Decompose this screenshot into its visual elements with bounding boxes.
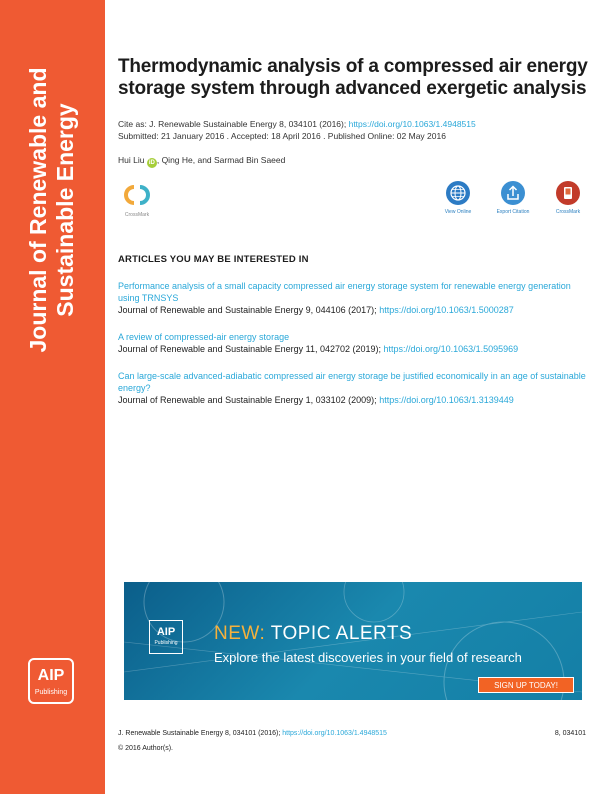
export-citation-button[interactable] <box>493 180 533 215</box>
journal-sidebar <box>0 0 105 794</box>
crossmark-button[interactable] <box>548 180 588 215</box>
related-article-title[interactable]: Can large-scale advanced-adiabatic compressed air energy storage be justified economically in an age of sustainable energy? <box>118 371 586 393</box>
export-citation-label: Export Citation <box>496 209 530 215</box>
footer-doi-link[interactable]: https://doi.org/10.1063/1.4948515 <box>282 730 387 737</box>
citation-info <box>118 118 588 142</box>
authors-line <box>118 154 588 168</box>
view-online-label: View Online <box>444 209 472 215</box>
article-title: Thermodynamic analysis of a compressed air energy storage system through advanced exergetic analysis <box>118 56 588 99</box>
related-article-doi[interactable]: https://doi.org/10.1063/1.3139449 <box>379 395 514 405</box>
journal-title: Journal of Renewable and Sustainable Energy <box>25 67 78 353</box>
crossmark-logo-icon <box>123 184 151 206</box>
related-articles-heading: ARTICLES YOU MAY BE INTERESTED IN <box>118 254 309 265</box>
banner-aip-logo <box>149 620 183 654</box>
aip-logo-subtext: Publishing <box>34 689 68 696</box>
co-authors[interactable]: , Qing He, and Sarmad Bin Saeed <box>156 155 286 165</box>
related-article-citation: Journal of Renewable and Sustainable Energy 9, 044106 (2017); <box>118 305 380 315</box>
sign-up-button[interactable]: SIGN UP TODAY! <box>478 677 574 693</box>
banner-new-label: NEW: <box>214 623 266 644</box>
aip-logo-text: AIP <box>37 667 65 684</box>
aip-publishing-logo[interactable] <box>28 658 74 704</box>
copyright-notice: © 2016 Author(s). <box>118 745 173 752</box>
publication-dates: Submitted: 21 January 2016 . Accepted: 18 April 2016 . Published Online: 02 May 2016 <box>118 131 446 141</box>
related-article-doi[interactable]: https://doi.org/10.1063/1.5000287 <box>379 305 514 315</box>
article-toolbar <box>118 180 588 236</box>
related-article-citation: Journal of Renewable and Sustainable Energy 11, 042702 (2019); <box>118 344 384 354</box>
related-article <box>118 331 588 355</box>
view-online-button[interactable] <box>438 180 478 215</box>
footer-page-number: 8, 034101 <box>554 730 586 737</box>
crossmark-badge[interactable] <box>120 184 154 218</box>
related-article <box>118 280 588 316</box>
cite-as-text: Cite as: J. Renewable Sustainable Energy 8, 034101 (2016); <box>118 119 349 129</box>
banner-headline <box>214 623 412 645</box>
banner-headline-text: TOPIC ALERTS <box>265 623 413 644</box>
related-article-doi[interactable]: https://doi.org/10.1063/1.5095969 <box>383 344 519 354</box>
orcid-icon[interactable]: iD <box>148 160 155 166</box>
topic-alerts-banner[interactable] <box>124 582 582 700</box>
banner-subline: Explore the latest discoveries in your field of research <box>214 650 522 665</box>
related-article-citation: Journal of Renewable and Sustainable Energy 1, 033102 (2009); <box>118 395 380 405</box>
related-article <box>118 370 588 406</box>
crossmark-button-label: CrossMark <box>555 209 581 215</box>
export-icon <box>500 180 526 206</box>
footer-citation-text: J. Renewable Sustainable Energy 8, 034101 (2016); <box>118 730 283 737</box>
related-article-title[interactable]: Performance analysis of a small capacity compressed air energy storage system for renewable energy generation using TRNSYS <box>118 281 571 303</box>
crossmark-icon <box>555 180 581 206</box>
banner-logo-subtext: Publishing <box>154 640 178 646</box>
crossmark-label: CrossMark <box>124 212 150 218</box>
author-name[interactable]: Hui Liu <box>118 155 145 165</box>
related-article-title[interactable]: A review of compressed-air energy storage <box>118 332 290 342</box>
article-header <box>118 56 588 406</box>
doi-link[interactable]: https://doi.org/10.1063/1.4948515 <box>348 119 476 129</box>
globe-icon <box>445 180 471 206</box>
banner-logo-text: AIP <box>156 626 176 638</box>
footer-citation <box>118 730 387 737</box>
